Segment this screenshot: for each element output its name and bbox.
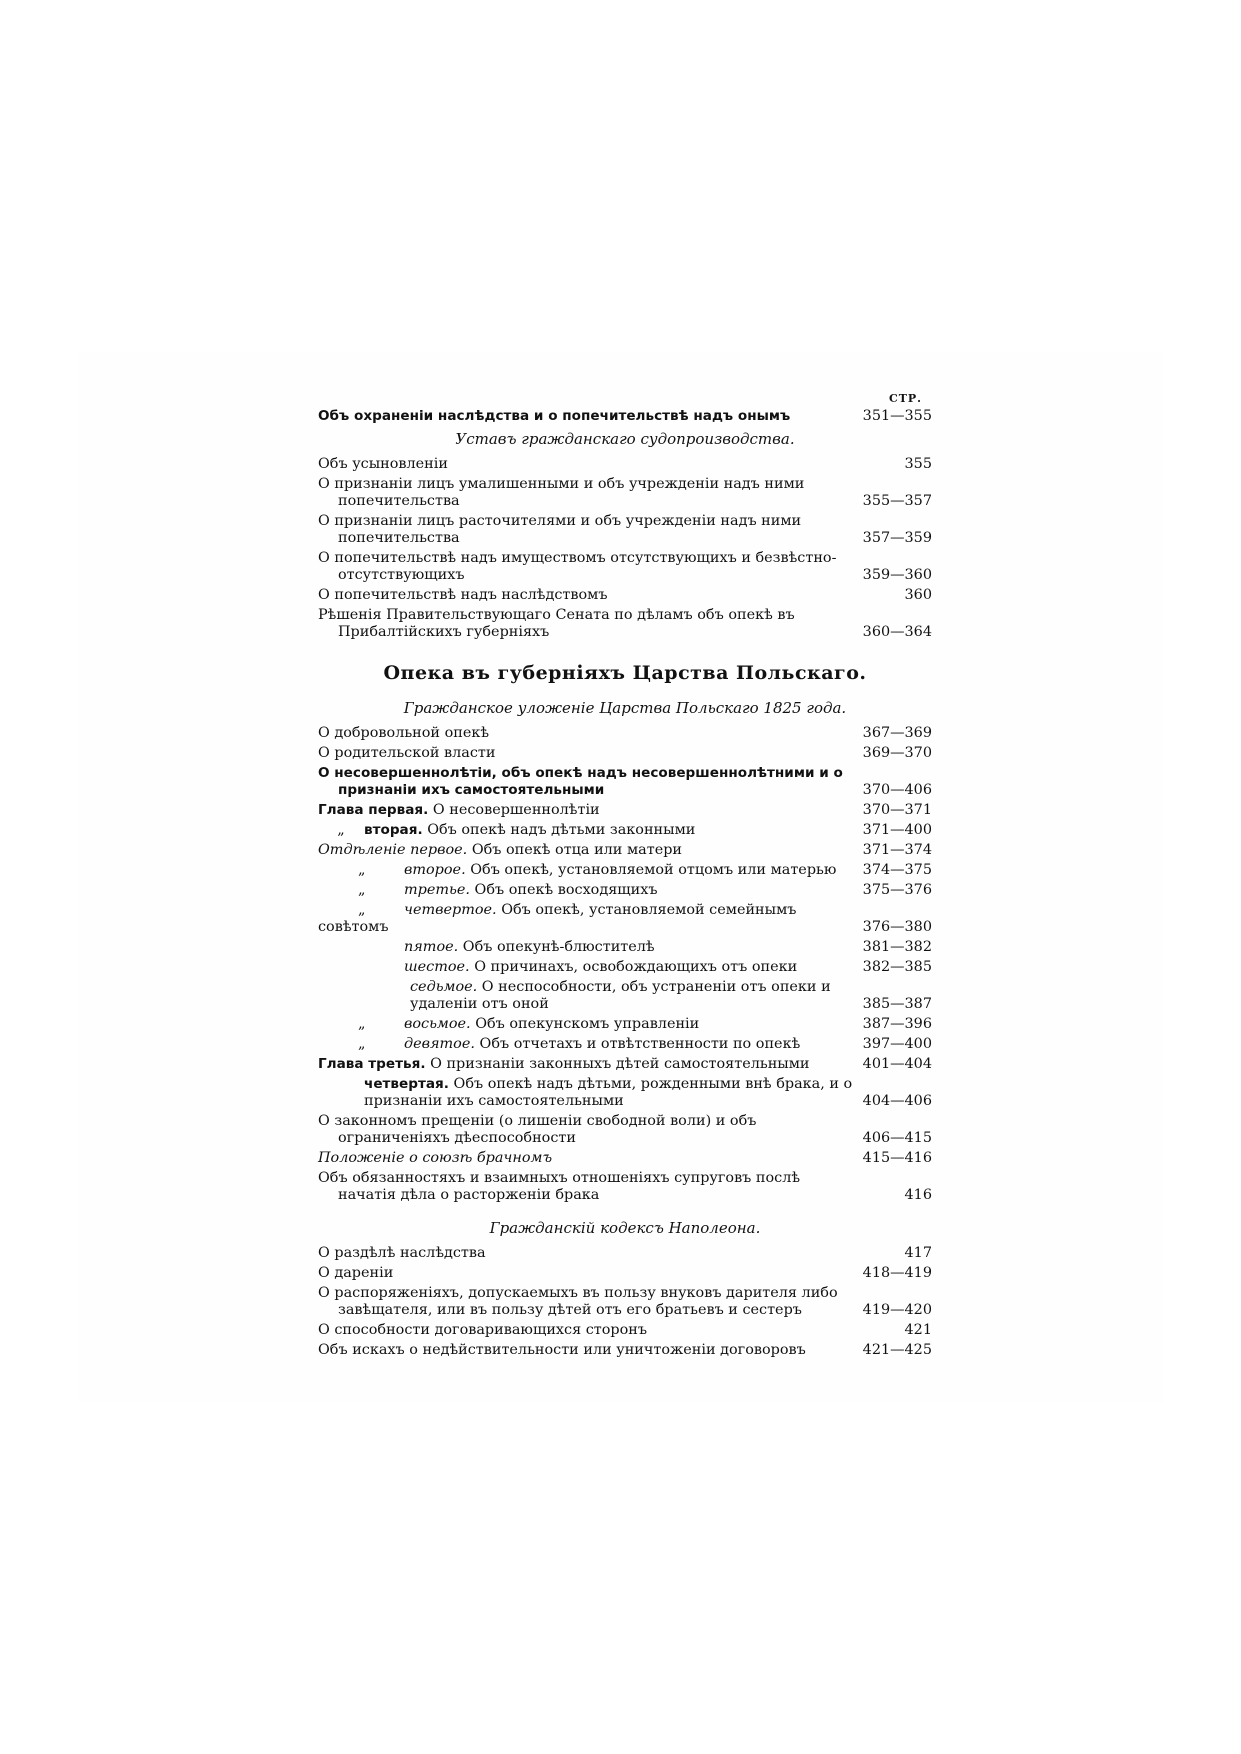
toc-entry-title: Рѣшенія Правительствующаго Сената по дѣламъ объ опекѣ въ Прибалтійскихъ губерніяхъ [318,607,795,640]
ditto-mark: „ [358,1016,366,1032]
subsection-heading: Гражданскій кодексъ Наполеона. [489,1219,761,1237]
toc-entry-title: Объ опекѣ надъ дѣтьми, рожденными внѣ брака, и о признаніи ихъ самостоятельными [364,1076,853,1109]
division-label: восьмое. [404,1016,471,1032]
toc-entry-pages: 360—364 [862,624,932,640]
toc-entry-title: Объ опекунѣ-блюстителѣ [462,939,655,955]
toc-entry-title: Объ опекѣ восходящихъ [474,882,658,898]
toc-entry-pages: 397—400 [862,1036,932,1052]
toc-entry-pages: 401—404 [862,1056,932,1072]
chapter-label: четвертая. [364,1076,449,1092]
toc-entry-pages: 374—375 [862,862,932,878]
toc-entry-pages: 367—369 [862,725,932,741]
division-label: третье. [404,882,470,898]
toc-entry-title: О признаніи законныхъ дѣтей самостоятельными [430,1056,810,1072]
subsection-heading: Уставъ гражданскаго судопроизводства. [455,430,795,448]
division-label: пятое. [404,939,459,955]
toc-entry-pages: 382—385 [862,959,932,975]
toc-entry-title: О попечительствѣ надъ наслѣдствомъ [318,587,608,603]
toc-entry [318,1342,932,1359]
toc-entry-title: Объ обязанностяхъ и взаимныхъ отношеніяхъ супруговъ послѣ начатія дѣла о расторженіи брака [318,1170,801,1203]
toc-entry-pages: 351—355 [862,408,932,424]
toc-entry-title: Объ опекѣ, установляемой отцомъ или матерью [470,862,837,878]
toc-entry-title: О законномъ прещеніи (о лишеніи свободной воли) и объ ограниченіяхъ дѣеспособности [318,1113,757,1146]
toc-entry-pages: 371—400 [862,822,932,838]
toc-entry-title: Объ опекѣ, установляемой семейнымъ совѣтомъ [318,902,797,935]
toc-entry-title: О несовершеннолѣтіи [432,802,600,818]
toc-entry [318,456,932,473]
toc-entry [318,1056,932,1073]
toc-entry-title: Объ опекунскомъ управленіи [475,1016,700,1032]
toc-entry [318,882,932,899]
toc-entry-pages: 360 [904,587,932,603]
toc-entry-title: Объ отчетахъ и отвѣтственности по опекѣ [479,1036,801,1052]
toc-entry [318,822,932,839]
toc-entry-title: О способности договаривающихся сторонъ [318,1322,648,1338]
toc-entry-pages: 355—357 [862,493,932,509]
toc-entry-pages: 370—371 [862,802,932,818]
toc-entry-pages: 371—374 [862,842,932,858]
toc-entry-pages: 357—359 [862,530,932,546]
division-label: шестое. [404,959,470,975]
toc-entry [318,408,932,425]
toc-entry-pages: 418—419 [862,1265,932,1281]
chapter-label: Глава третья. [318,1056,426,1072]
toc-entry-title: О неспособности, объ устраненіи отъ опеки и удаленіи отъ оной [410,979,831,1012]
ditto-mark: „ [358,1036,366,1052]
toc-entry-title: О родительской власти [318,745,496,761]
section-title: Опека въ губерніяхъ Царства Польскаго. [383,662,867,684]
toc-entry [318,1113,932,1147]
toc-entry-pages: 375—376 [862,882,932,898]
toc-entry-title: О признаніи лицъ расточителями и объ учрежденіи надъ ними попечительства [318,513,802,546]
subsection-heading: Гражданское уложеніе Царства Польскаго 1825 года. [403,699,847,717]
ditto-mark: „ [358,902,366,918]
chapter-label: Глава первая. [318,802,429,818]
division-label: четвертое. [404,902,497,918]
toc-entry-pages: 421—425 [862,1342,932,1358]
toc-entry-pages: 387—396 [862,1016,932,1032]
toc-entry [318,513,932,547]
toc-entry [318,725,932,742]
toc-entry [318,1285,932,1319]
toc-entry-title: О дареніи [318,1265,394,1281]
toc-entry [318,959,932,976]
toc-entry-pages: 385—387 [862,996,932,1012]
toc-entry [318,476,932,510]
toc-entry-title: Объ опекѣ отца или матери [471,842,683,858]
division-label: второе. [404,862,466,878]
toc-entry [318,1016,932,1033]
division-label: седьмое. [410,979,478,995]
toc-entry [318,587,932,604]
toc-entry [318,902,932,936]
toc-entry-pages: 369—370 [862,745,932,761]
toc-entry-title: Объ охраненіи наслѣдства и о попечительствѣ надъ онымъ [318,408,791,424]
division-label: девятое. [404,1036,475,1052]
toc-entry-pages: 421 [904,1322,932,1338]
toc-entry-pages: 359—360 [862,567,932,583]
toc-entry [318,802,932,819]
toc-entry-pages: 417 [904,1245,932,1261]
table-of-contents [318,390,932,1362]
toc-entry-pages: 415—416 [862,1150,932,1166]
ditto-mark: „ [358,882,366,898]
toc-entry-title: О добровольной опекѣ [318,725,490,741]
toc-entry-pages: 406—415 [862,1130,932,1146]
toc-entry [318,939,932,956]
toc-entry [318,1265,932,1282]
toc-entry [318,1150,932,1167]
toc-entry-pages: 404—406 [862,1093,932,1109]
toc-entry-title: О попечительствѣ надъ имуществомъ отсутствующихъ и безвѣстно-отсутствующихъ [318,550,837,583]
toc-entry-title: О причинахъ, освобождающихъ отъ опеки [474,959,798,975]
toc-entry-pages: 376—380 [862,919,932,935]
toc-entry-title: О признаніи лицъ умалишенными и объ учрежденіи надъ ними попечительства [318,476,805,509]
toc-entry-title: Объ усыновленіи [318,456,448,472]
toc-entry-pages: 416 [904,1187,932,1203]
toc-entry [318,1322,932,1339]
toc-entry-title: О раздѣлѣ наслѣдства [318,1245,486,1261]
toc-entry-pages: 370—406 [862,782,932,798]
toc-entry-title: Объ искахъ о недѣйствительности или уничтоженіи договоровъ [318,1342,806,1358]
toc-entry [318,550,932,584]
chapter-label: вторая. [364,822,423,838]
toc-entry-pages: 419—420 [862,1302,932,1318]
ditto-mark: „ [337,822,345,838]
toc-entry [318,862,932,879]
page-column-label: СТР. [888,392,922,405]
toc-entry [318,979,932,1013]
toc-entry-title: Объ опекѣ надъ дѣтьми законными [427,822,696,838]
toc-entry-title: О несовершеннолѣтіи, объ опекѣ надъ несовершеннолѣтними и о признаніи ихъ самостоятельными [318,765,843,798]
division-label: Отдѣленіе первое. [318,842,468,858]
toc-entry-pages: 355 [904,456,932,472]
toc-entry-pages: 381—382 [862,939,932,955]
toc-entry [318,1076,932,1110]
toc-entry [318,1170,932,1204]
toc-entry [318,1245,932,1262]
toc-entry [318,765,932,799]
toc-entry [318,607,932,641]
toc-entry [318,842,932,859]
toc-entry [318,1036,932,1053]
division-label: Положеніе о союзѣ брачномъ [318,1150,553,1166]
toc-entry [318,745,932,762]
toc-entry-title: О распоряженіяхъ, допускаемыхъ въ пользу внуковъ дарителя либо завѣщателя, или въ пользу дѣтей отъ его братьевъ и сестеръ [318,1285,838,1318]
ditto-mark: „ [358,862,366,878]
